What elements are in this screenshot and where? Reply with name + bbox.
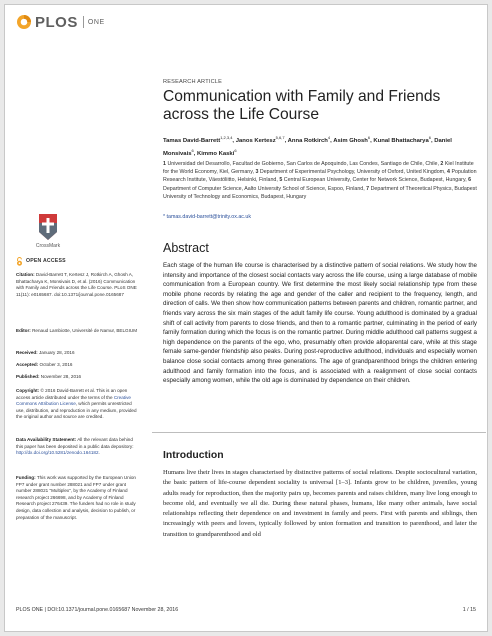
author-name: Asim Ghosh: [333, 137, 368, 144]
editor-block: [16, 328, 138, 335]
citation-label: Citation:: [16, 272, 35, 277]
funding-block: [16, 475, 138, 521]
author-affiliation-marker: 6: [191, 147, 194, 153]
author-separator: ,: [284, 137, 288, 144]
corresponding-email[interactable]: * tamas.david-barrett@trinity.ox.ac.uk: [163, 214, 252, 220]
accepted-block: [16, 362, 138, 369]
author-name: Kimmo Kaski: [197, 150, 235, 157]
published-block: [16, 374, 138, 381]
article-type: RESEARCH ARTICLE: [163, 79, 223, 85]
author-name: Anna Rotkirch: [287, 137, 328, 144]
affiliation-number: 5: [279, 177, 283, 184]
abstract-text: [163, 261, 477, 386]
copyright-block: [16, 388, 138, 421]
affiliation-number: 3: [255, 169, 259, 176]
introduction-heading: Introduction: [163, 450, 224, 461]
data-availability-end: .: [98, 450, 100, 456]
author-separator: ,: [232, 137, 236, 144]
paper-page: [4, 4, 488, 632]
author-affiliation-marker: 6: [234, 147, 237, 153]
author-affiliation-marker: 6: [367, 135, 371, 140]
affiliation-text: Population Research Institute, Väestöliitto, Helsinki, Finland,: [163, 169, 477, 184]
affiliation-number: 2: [440, 161, 444, 167]
data-availability-block: [16, 437, 138, 457]
affiliation-number: 1: [163, 161, 166, 167]
plos-brand-text: PLOS: [35, 13, 78, 31]
accepted-date: October 3, 2016: [39, 362, 73, 367]
author-separator: ,: [370, 137, 374, 144]
funding-label: Funding:: [16, 475, 36, 480]
footer-citation: PLOS ONE | DOI:10.1371/journal.pone.0165687 November 28, 2016: [16, 607, 179, 613]
abstract-heading: Abstract: [163, 241, 209, 255]
crossmark-badge[interactable]: [24, 212, 72, 249]
crossmark-icon: [37, 212, 59, 242]
published-date: November 28, 2016: [40, 374, 82, 379]
funding-text: This work was supported by the European Union FP7 under grant number 288021 and FP7 under grant number 288021 "Multiplex", by the Academy of Finland research project 266698, and by Academy of Finland Research project 276439. The funders had no role in study design, data collection and analysis, decision to publish, or preparation of the manuscript.: [16, 475, 136, 520]
author-name: Daniel Monsivais: [163, 137, 452, 157]
author-affiliation-marker: 4: [327, 135, 331, 140]
affiliation-number: 4: [447, 169, 450, 176]
crossmark-label: CrossMark: [35, 243, 61, 249]
affiliation-text: Central European University, Center for Network Science, Budapest, Hungary,: [283, 177, 467, 184]
introduction-text: [163, 468, 477, 540]
copyright-text-end: , which permits unrestricted use, distribution, and reproduction in any medium, provided the original author and source are credited.: [16, 401, 137, 420]
affiliation-text: Department of Theoretical Physics, Budapest University of Technology and Economics, Budapest, Hungary: [163, 185, 477, 200]
license-link[interactable]: Creative Commons Attribution License: [16, 394, 131, 407]
author-affiliation-marker: 1,2,3,4: [220, 135, 233, 140]
author-affiliation-marker: 6: [428, 135, 431, 140]
article-title: [163, 88, 477, 124]
received-date: January 28, 2016: [39, 350, 75, 355]
journal-name: ONE: [87, 18, 105, 26]
data-availability-text: All the relevant data behind this paper has been deposited in a public data depository:: [16, 437, 134, 449]
affiliations: [163, 160, 477, 201]
author-separator: ,: [193, 150, 197, 157]
data-availability-label: Data Availability Statement:: [16, 437, 77, 442]
received-label: Received:: [16, 350, 38, 355]
plos-logo-icon: [16, 14, 32, 30]
author-separator: ,: [430, 137, 435, 144]
section-divider: [152, 432, 486, 433]
title-line-2: across the Life Course: [163, 106, 320, 123]
open-lock-icon: [16, 257, 23, 266]
author-name: Kunal Bhattacharya: [373, 137, 429, 144]
editor-label: Editor:: [16, 328, 31, 333]
author-name: Janos Kertesz: [235, 137, 276, 144]
title-line-1: Communication with Family and Friends: [163, 88, 441, 105]
affiliation-text: Department of Computer Science, Aalto University School of Science, Espoo, Finland,: [163, 185, 365, 192]
author-list: [163, 133, 477, 159]
affiliation-number: 7: [366, 185, 370, 192]
published-label: Published:: [16, 374, 40, 379]
page-number: 1 / 15: [462, 607, 476, 613]
received-block: [16, 350, 138, 357]
open-access-badge: [16, 257, 138, 266]
editor-text: Renaud Lambiotte, Université de Namur, BELGIUM: [32, 328, 138, 333]
accepted-label: Accepted:: [16, 362, 39, 367]
introduction-paragraph: Humans live their lives in stages characterised by distinctive patterns of social relations. Despite sociocultural variation, the basic pattern of life-course dependent sociality is universal [1–3]. Infants grow to be children, juveniles, young adults ready for reproduction, then the majority pairs up, becomes parents and raises children, many live long enough to become old, and eventually we all die. During these natural phases, humans, like many other animals, have social relationships reflecting their dependence on and investment in family and peers. First with parents and siblings, then increasingly with peers and lovers, typically followed by union formation and transition to parenthood, and later the transition to grandparenthood and old: [163, 469, 477, 538]
affiliation-text: Kiel Institute for the World Economy, Kiel, Germany,: [163, 161, 474, 176]
author-affiliation-marker: 5,6,7: [275, 135, 285, 140]
citation-text: David-Barrett T, Kertesz J, Rotkirch A, Ghosh A, Bhattacharya K, Monsivais D, et al. (2016) Communication with Family and Friends across the Life Course. PLoS ONE 11(11): e0165687. doi:10.1371/journal.pone.0165687: [16, 272, 137, 297]
abstract-paragraph: Each stage of the human life course is characterised by a distinctive pattern of social relations. We study how the intensity and importance of the closest social contacts vary across the life course, using a large database of mobile communication from a European country. We first determine the most likely social relationship type from these mobile phone records by relating the age and gender of the caller and recipient to the frequency, length, and direction of calls. We then show how communication patterns between parents and children, romantic partner, and friends vary across the six main stages of the adult family life course. Young adulthood is dominated by a gradual shift of call activity from parents to close friends, and then to a romantic partner, culminating in the period of early family formation during which the focus is on the romantic partner. During middle adulthood call patterns suggest a high dependence on the parents of the ego, who, presumably often provide alloparental care, while at this stage female same-gender friendship also peaks. During post-reproductive adulthood, individuals and especially women balance close social contacts among three generations. The age of grandparenthood brings the children entering adulthood and family formation into the focus, and is associated with a realignment of close social contacts especially among women, while the old age is dominated by dependence on their children.: [163, 262, 478, 385]
data-link[interactable]: http://dx.doi.org/10.5281/zenodo.164182: [16, 450, 99, 456]
citation-block: [16, 272, 138, 298]
open-access-label: OPEN ACCESS: [26, 258, 66, 265]
plos-logo: [16, 13, 105, 31]
author-separator: ,: [330, 137, 334, 144]
logo-divider: [83, 16, 84, 28]
copyright-text: © 2016 David-Barrett et al. This is an open access article distributed under the terms of the: [16, 388, 128, 400]
author-name: Tamas David-Barrett: [163, 137, 221, 144]
copyright-label: Copyright:: [16, 388, 40, 393]
affiliation-number: 6: [468, 177, 472, 184]
affiliation-text: Department of Experimental Psychology, University of Oxford, United Kingdom,: [259, 169, 446, 176]
affiliation-text: Universidad del Desarrollo, Facultad de Gobierno, San Carlos de Apoquindo, Las Condes, Santiago de Chile, Chile,: [167, 161, 439, 167]
